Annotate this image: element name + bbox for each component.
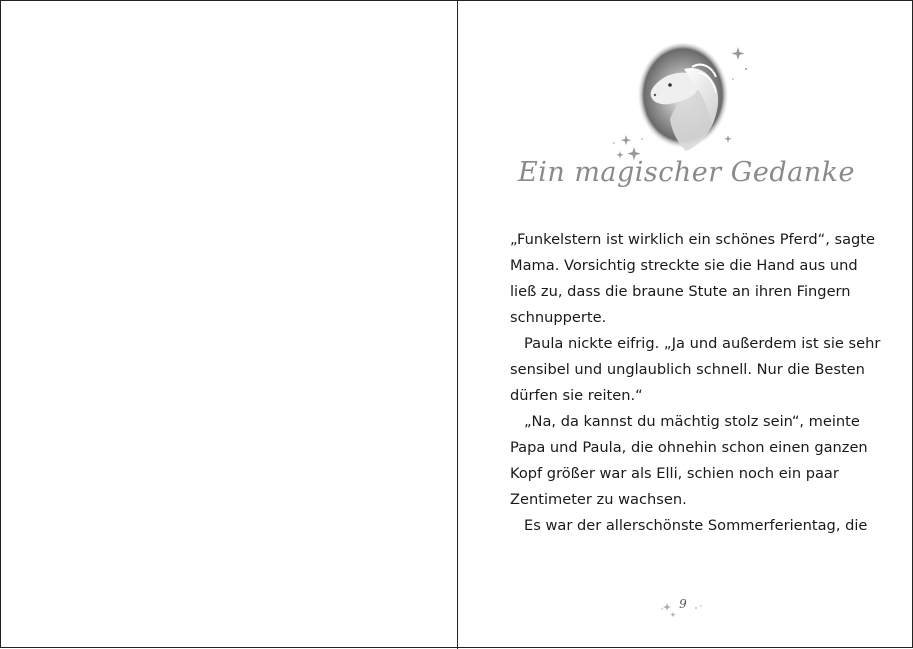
horse-head-illustration [608, 39, 758, 164]
text-line: Es war der allerschönste Sommerferientag, die [524, 517, 868, 534]
text-line: ließ zu, dass die braune Stute an ihren Fingern [510, 283, 851, 300]
paragraph [510, 409, 868, 513]
text-line: schnupperte. [510, 309, 607, 326]
paragraph [510, 331, 881, 409]
text-line: Kopf größer war als Elli, schien noch ein paar [510, 465, 839, 482]
page-number-ornament [653, 593, 713, 623]
chapter-title: Ein magischer Gedanke [518, 157, 855, 188]
text-line: sensibel und unglaublich schnell. Nur die Besten [510, 361, 865, 378]
text-line: Paula nickte eifrig. „Ja und außerdem ist sie sehr [524, 335, 881, 352]
horse-nostril [654, 94, 656, 96]
horse-eye [668, 83, 672, 87]
text-line: Mama. Vorsichtig streckte sie die Hand aus und [510, 257, 858, 274]
text-line: dürfen sie reiten.“ [510, 387, 643, 404]
page-number: 9 [679, 597, 687, 611]
right-page [458, 1, 913, 649]
paragraph [510, 227, 875, 331]
text-line: Zentimeter zu wachsen. [510, 491, 687, 508]
text-line: „Funkelstern ist wirklich ein schönes Pferd“, sagte [510, 231, 875, 248]
text-line: „Na, da kannst du mächtig stolz sein“, meinte [524, 413, 860, 430]
left-page-blank [1, 1, 457, 649]
paragraph [510, 513, 868, 539]
text-line: Papa und Paula, die ohnehin schon einen ganzen [510, 439, 868, 456]
body-text [510, 227, 881, 539]
